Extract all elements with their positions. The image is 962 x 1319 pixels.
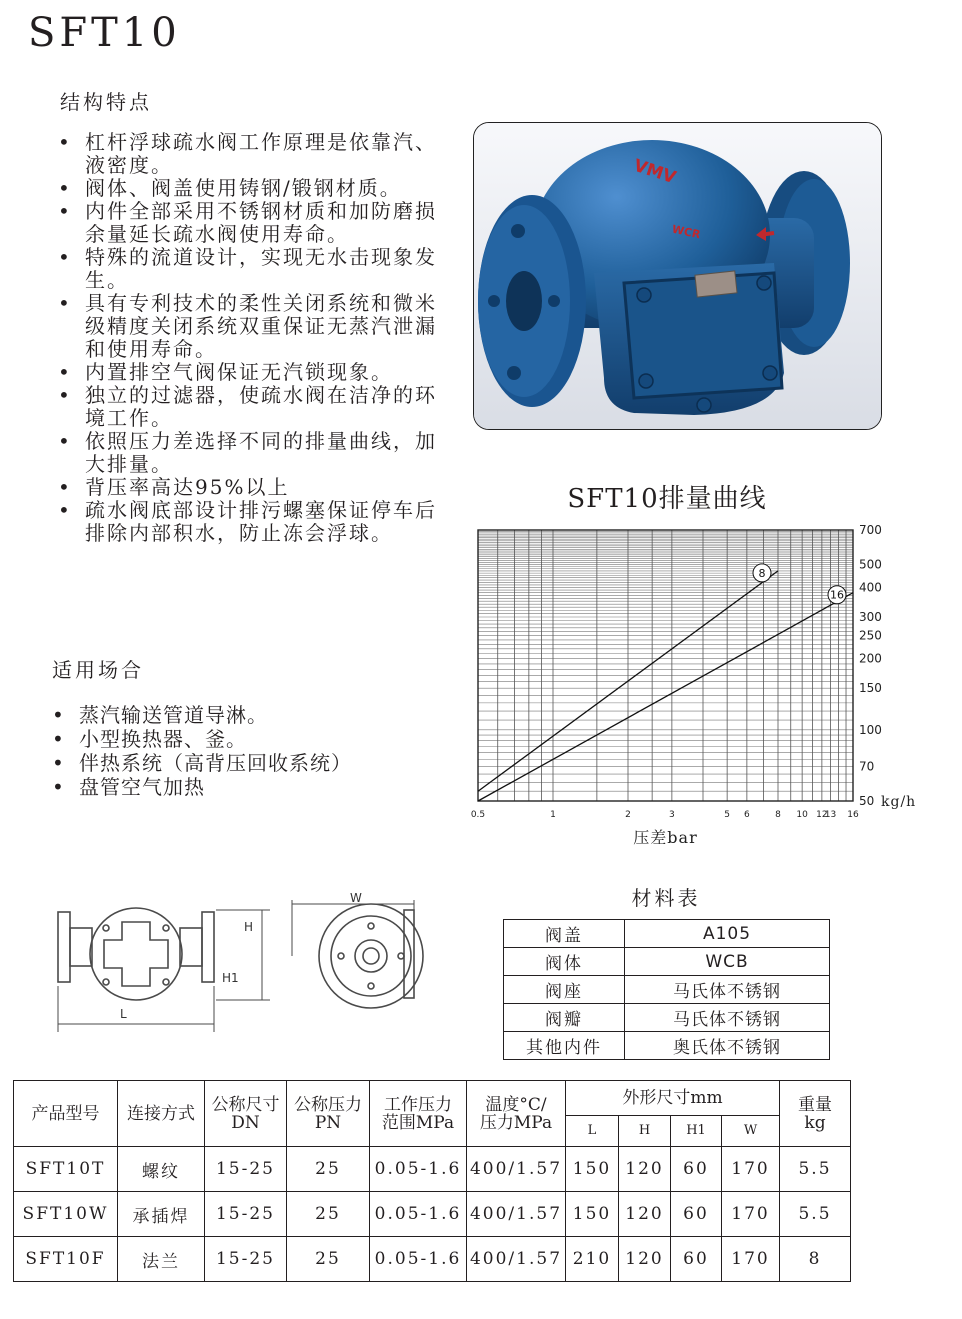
col-pn	[287, 1081, 370, 1147]
feature-item: • 特殊的流道设计，实现无水击现象发生。	[56, 246, 448, 292]
y-tick-label: 500	[859, 557, 882, 572]
usage-item: • 盘管空气加热	[50, 775, 430, 799]
cell-h1: 60	[671, 1237, 722, 1282]
feature-item: • 依照压力差选择不同的排量曲线，加大排量。	[56, 430, 448, 476]
col-pn-line2: PN	[314, 1112, 342, 1133]
l-label: L	[120, 1007, 127, 1021]
col-wp-line2: 范围MPa	[381, 1112, 455, 1133]
materials-title: 材料表	[631, 886, 701, 910]
table-row	[504, 1004, 830, 1032]
cell-working-pressure: 0.05-1.6	[370, 1147, 467, 1192]
x-axis-label: 压差bar	[633, 828, 698, 847]
h1-label: H1	[222, 971, 239, 985]
usage-item: • 伴热系统（高背压回收系统）	[50, 751, 430, 775]
y-tick-label: 150	[859, 681, 882, 696]
right-flange-outline	[202, 912, 214, 982]
col-w: W	[722, 1116, 780, 1147]
table-row	[14, 1237, 851, 1282]
col-connection: 连接方式	[118, 1081, 205, 1147]
col-working-pressure	[370, 1081, 467, 1147]
y-tick-label: 700	[859, 523, 882, 537]
cell-dn: 15-25	[205, 1147, 287, 1192]
page-title: SFT10	[28, 10, 181, 56]
side-view-outline	[319, 904, 423, 1008]
y-tick-label: 100	[859, 722, 882, 737]
brand-mark: VMV	[631, 155, 679, 189]
y-tick-label: 400	[859, 580, 882, 595]
table-row	[504, 976, 830, 1004]
cell-h: 120	[619, 1147, 671, 1192]
features-heading: 结构特点	[60, 90, 152, 114]
material-value: A105	[625, 920, 830, 948]
cell-w: 170	[722, 1237, 780, 1282]
cell-pn: 25	[287, 1237, 370, 1282]
table-header-row	[14, 1081, 851, 1116]
y-tick-label: 300	[859, 610, 882, 625]
y-tick-label: 250	[859, 628, 882, 643]
col-dn-line2: DN	[231, 1112, 260, 1133]
cell-w: 170	[722, 1192, 780, 1237]
col-weight-line1: 重量	[798, 1094, 832, 1115]
cell-connection: 螺纹	[118, 1147, 205, 1192]
col-h: H	[619, 1116, 671, 1147]
material-part: 阀座	[504, 976, 625, 1004]
usage-item: • 小型换热器、釜。	[50, 727, 430, 751]
material-part: 其他内件	[504, 1032, 625, 1060]
cell-working-pressure: 0.05-1.6	[370, 1192, 467, 1237]
feature-item: • 独立的过滤器，使疏水阀在洁净的环境工作。	[56, 384, 448, 430]
col-weight-line2: kg	[804, 1112, 826, 1133]
x-tick-label: 2	[625, 810, 631, 820]
y-unit-label: kg/h	[881, 794, 917, 810]
cell-l: 150	[566, 1192, 619, 1237]
feature-item: • 疏水阀底部设计排污螺塞保证停车后排除内部积水，防止冻会浮球。	[56, 499, 448, 545]
series-label: 16	[830, 588, 844, 602]
y-tick-label: 50	[859, 794, 875, 808]
col-h1: H1	[671, 1116, 722, 1147]
h-label: H	[244, 920, 254, 934]
cell-temp-pressure: 400/1.57	[467, 1237, 566, 1282]
col-pn-line1: 公称压力	[294, 1094, 362, 1115]
capacity-curve-chart	[468, 520, 938, 860]
x-tick-label: 5	[724, 810, 731, 820]
material-part: 阀瓣	[504, 1004, 625, 1032]
cell-temp-pressure: 400/1.57	[467, 1192, 566, 1237]
x-tick-label: 13	[824, 810, 837, 820]
col-temp-pressure	[467, 1081, 566, 1147]
cell-h: 120	[619, 1192, 671, 1237]
cell-model: SFT10W	[14, 1192, 118, 1237]
cell-temp-pressure: 400/1.57	[467, 1147, 566, 1192]
table-row	[504, 1032, 830, 1060]
features-list	[56, 131, 448, 545]
product-photo	[473, 122, 882, 430]
material-value: 马氏体不锈钢	[625, 1004, 830, 1032]
material-value: 奥氏体不锈钢	[625, 1032, 830, 1060]
usage-list	[50, 703, 430, 799]
cell-connection: 承插焊	[118, 1192, 205, 1237]
col-dn-line1: 公称尺寸	[211, 1094, 280, 1115]
usage-item: • 蒸汽输送管道导淋。	[50, 703, 430, 727]
material-value: 马氏体不锈钢	[625, 976, 830, 1004]
x-tick-label: 1	[550, 810, 556, 820]
material-part: 阀盖	[504, 920, 625, 948]
col-l: L	[566, 1116, 619, 1147]
cell-dn: 15-25	[205, 1237, 287, 1282]
cell-dn: 15-25	[205, 1192, 287, 1237]
body-mark: WCR	[670, 222, 702, 242]
cell-h1: 60	[671, 1147, 722, 1192]
feature-item: • 具有专利技术的柔性关闭系统和微米级精度关闭系统双重保证无蒸汽泄漏和使用寿命。	[56, 292, 448, 361]
steam-trap-illustration	[474, 123, 881, 429]
x-tick-label: 10	[796, 810, 808, 820]
cell-l: 210	[566, 1237, 619, 1282]
table-row	[504, 948, 830, 976]
y-tick-label: 70	[859, 759, 875, 774]
usage-heading: 适用场合	[52, 658, 144, 682]
left-flange-outline	[58, 912, 70, 982]
cell-h: 120	[619, 1237, 671, 1282]
feature-item: • 阀体、阀盖使用铸钢/锻钢材质。	[56, 177, 448, 200]
table-row	[14, 1192, 851, 1237]
w-label: W	[350, 891, 362, 905]
table-row	[504, 920, 830, 948]
col-tp-line1: 温度°C/	[485, 1094, 547, 1115]
feature-item: • 背压率高达95%以上	[56, 476, 448, 499]
y-tick-label: 200	[859, 651, 882, 666]
x-tick-label: 3	[669, 810, 675, 820]
series-label: 8	[758, 566, 766, 580]
spec-table	[13, 1080, 851, 1282]
feature-item: • 内置排空气阀保证无汽锁现象。	[56, 361, 448, 384]
cell-h1: 60	[671, 1192, 722, 1237]
col-weight	[780, 1081, 851, 1147]
col-model: 产品型号	[14, 1081, 118, 1147]
cell-weight: 5.5	[780, 1147, 851, 1192]
material-value: WCB	[625, 948, 830, 976]
dimension-drawing	[48, 886, 428, 1046]
x-tick-label: 12	[816, 810, 828, 820]
col-wp-line1: 工作压力	[384, 1094, 452, 1115]
feature-item: • 内件全部采用不锈钢材质和加防磨损余量延长疏水阀使用寿命。	[56, 200, 448, 246]
curve-title: SFT10排量曲线	[567, 484, 767, 514]
feature-item: • 杠杆浮球疏水阀工作原理是依靠汽、液密度。	[56, 131, 448, 177]
col-dimensions: 外形尺寸mm	[566, 1081, 780, 1116]
cell-w: 170	[722, 1147, 780, 1192]
cell-model: SFT10F	[14, 1237, 118, 1282]
cell-l: 150	[566, 1147, 619, 1192]
material-part: 阀体	[504, 948, 625, 976]
x-tick-label: 6	[744, 810, 750, 820]
cell-weight: 5.5	[780, 1192, 851, 1237]
cell-connection: 法兰	[118, 1237, 205, 1282]
cell-weight: 8	[780, 1237, 851, 1282]
cell-working-pressure: 0.05-1.6	[370, 1237, 467, 1282]
cell-pn: 25	[287, 1192, 370, 1237]
x-tick-label: 8	[775, 810, 781, 820]
col-dn	[205, 1081, 287, 1147]
cell-pn: 25	[287, 1147, 370, 1192]
table-row	[14, 1147, 851, 1192]
cell-model: SFT10T	[14, 1147, 118, 1192]
x-tick-label: 0.5	[470, 810, 486, 820]
x-tick-label: 16	[847, 810, 859, 820]
col-tp-line2: 压力MPa	[479, 1112, 553, 1133]
materials-table	[503, 919, 830, 1060]
